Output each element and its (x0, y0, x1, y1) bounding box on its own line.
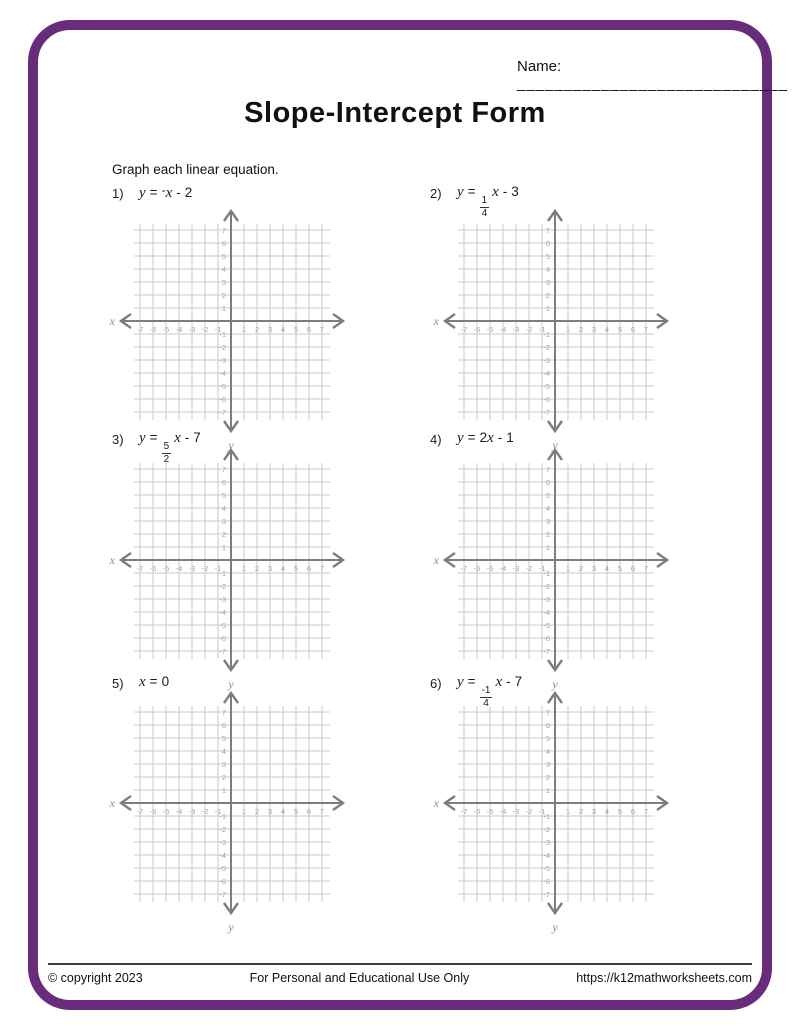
page-title: Slope-Intercept Form (244, 97, 546, 129)
x-tick-label: 6 (306, 807, 312, 816)
equation-symbol: - (176, 185, 181, 200)
x-tick-label: -4 (499, 807, 507, 816)
coordinate-grid[interactable] (100, 672, 364, 936)
y-tick-label: 6 (545, 239, 550, 248)
x-tick-label: -7 (460, 807, 468, 816)
x-tick-label: -7 (136, 325, 144, 334)
equation-symbol: - (506, 674, 511, 689)
y-tick-label: 7 (545, 465, 550, 474)
x-tick-label: -6 (149, 807, 157, 816)
y-tick-label: -4 (219, 369, 226, 378)
y-tick-label: -2 (219, 582, 226, 591)
y-tick-label: -5 (219, 621, 226, 630)
x-tick-label: 7 (319, 325, 325, 334)
x-tick-label: 6 (630, 807, 636, 816)
y-tick-label: 7 (221, 465, 226, 474)
fraction-denominator: 4 (481, 208, 488, 219)
y-tick-label: 6 (545, 478, 550, 487)
y-tick-label: 2 (545, 773, 550, 782)
coordinate-grid[interactable] (424, 190, 688, 454)
problem-number-6: 6) (430, 676, 442, 691)
y-tick-label: 7 (221, 708, 226, 717)
equation-symbol: 7 (514, 674, 523, 689)
y-tick-label: -6 (543, 877, 550, 886)
y-tick-label: -6 (219, 634, 226, 643)
x-axis-letter: x (109, 314, 115, 328)
y-tick-label: 4 (221, 265, 226, 274)
y-tick-label: 5 (545, 734, 550, 743)
equation-symbol: - (497, 430, 503, 445)
y-tick-label: 2 (545, 530, 550, 539)
equation-variable: x (165, 185, 173, 201)
x-tick-label: 7 (643, 564, 649, 573)
x-tick-label: -4 (175, 807, 183, 816)
y-tick-label: 5 (221, 491, 226, 500)
coordinate-grid[interactable] (424, 429, 688, 693)
x-tick-label: -1 (214, 325, 222, 334)
x-tick-label: -2 (201, 564, 209, 573)
y-axis-letter: y (552, 677, 558, 691)
y-tick-label: -7 (219, 647, 226, 656)
y-tick-label: -3 (543, 356, 550, 365)
fraction-numerator: 1 (481, 195, 488, 206)
x-tick-label: 4 (604, 325, 610, 334)
x-tick-label: 6 (630, 325, 636, 334)
y-tick-label: 6 (545, 721, 550, 730)
usage-text: For Personal and Educational Use Only (249, 971, 470, 985)
x-tick-label: -4 (499, 564, 507, 573)
y-tick-label: -6 (219, 395, 226, 404)
y-tick-label: -2 (543, 582, 550, 591)
x-tick-label: -1 (538, 807, 546, 816)
equation-symbol: - (161, 183, 166, 197)
equation-symbol: - (184, 430, 190, 445)
y-tick-label: -2 (219, 343, 226, 352)
x-tick-label: -2 (525, 564, 533, 573)
equation-symbol: 2 (184, 185, 193, 200)
x-tick-label: -1 (214, 807, 222, 816)
x-tick-label: 5 (617, 325, 623, 334)
equation-variable: y (139, 430, 146, 446)
x-tick-label: 1 (241, 325, 247, 334)
equation-variable: y (457, 184, 464, 200)
x-tick-label: -6 (473, 807, 481, 816)
y-tick-label: 7 (545, 226, 550, 235)
y-tick-label: 7 (545, 708, 550, 717)
y-tick-label: 5 (221, 734, 226, 743)
x-tick-label: -6 (149, 325, 157, 334)
y-tick-label: -7 (543, 890, 550, 899)
x-tick-label: 2 (254, 564, 260, 573)
x-tick-label: 2 (578, 564, 584, 573)
fraction-numerator: 5 (163, 441, 170, 452)
x-tick-label: -6 (473, 325, 481, 334)
x-tick-label: -4 (175, 325, 183, 334)
x-tick-label: 4 (604, 807, 610, 816)
x-tick-label: 4 (280, 564, 286, 573)
x-axis-letter: x (433, 796, 439, 810)
equation-variable: x (492, 184, 499, 200)
problem-number-3: 3) (112, 432, 124, 447)
x-tick-label: -2 (525, 807, 533, 816)
equation-variable: y (457, 674, 464, 690)
x-tick-label: 2 (254, 807, 260, 816)
y-tick-label: -4 (543, 608, 550, 617)
x-tick-label: -3 (512, 564, 520, 573)
y-tick-label: 3 (545, 278, 550, 287)
y-tick-label: 3 (221, 278, 226, 287)
x-tick-label: 7 (643, 325, 649, 334)
equation-variable: x (495, 674, 503, 690)
y-tick-label: -7 (219, 408, 226, 417)
x-axis-letter: x (433, 314, 439, 328)
y-tick-label: 1 (545, 304, 550, 313)
y-tick-label: 3 (221, 517, 226, 526)
x-tick-label: 5 (293, 807, 299, 816)
y-tick-label: 4 (545, 265, 550, 274)
footer (48, 971, 752, 985)
coordinate-grid[interactable] (424, 672, 688, 936)
y-tick-label: -4 (219, 851, 226, 860)
x-tick-label: -5 (162, 325, 170, 334)
y-tick-label: 4 (545, 747, 550, 756)
y-tick-label: -6 (219, 877, 226, 886)
copyright-text: © copyright 2023 (48, 971, 143, 985)
x-tick-label: -5 (162, 807, 170, 816)
y-tick-label: -7 (219, 890, 226, 899)
x-tick-label: -2 (201, 325, 209, 334)
equation-symbol: 2 (479, 430, 488, 445)
equation-symbol: = (149, 185, 158, 200)
equation-variable: y (457, 430, 464, 446)
y-tick-label: -5 (219, 382, 226, 391)
equation-variable: x (139, 674, 146, 690)
x-tick-label: 2 (578, 325, 584, 334)
problem-number-4: 4) (430, 432, 442, 447)
x-tick-label: 7 (319, 807, 325, 816)
y-tick-label: 2 (545, 291, 550, 300)
name-label: Name: (517, 58, 562, 75)
x-tick-label: -3 (188, 564, 196, 573)
y-tick-label: 2 (221, 291, 226, 300)
equation-symbol: 0 (161, 674, 170, 689)
x-tick-label: 5 (293, 564, 299, 573)
x-tick-label: -3 (512, 325, 520, 334)
x-tick-label: -7 (136, 807, 144, 816)
y-tick-label: 1 (221, 786, 226, 795)
problem-number-2: 2) (430, 186, 442, 201)
y-tick-label: 4 (545, 504, 550, 513)
y-tick-label: 4 (221, 747, 226, 756)
y-tick-label: -1 (543, 330, 550, 339)
equation-symbol: = (149, 674, 158, 689)
y-tick-label: -3 (543, 595, 550, 604)
y-tick-label: 1 (221, 304, 226, 313)
y-tick-label: -4 (543, 369, 550, 378)
x-tick-label: 2 (254, 325, 260, 334)
x-tick-label: -2 (525, 325, 533, 334)
equation-symbol: = (467, 430, 476, 445)
y-axis-letter: y (228, 920, 234, 934)
y-tick-label: -1 (543, 569, 550, 578)
y-tick-label: 1 (545, 786, 550, 795)
x-tick-label: 4 (604, 564, 610, 573)
y-tick-label: 6 (221, 239, 226, 248)
x-tick-label: -4 (175, 564, 183, 573)
y-tick-label: -1 (219, 330, 226, 339)
y-tick-label: -3 (219, 356, 226, 365)
y-tick-label: 1 (545, 543, 550, 552)
x-tick-label: 5 (293, 325, 299, 334)
equation-symbol: - (502, 184, 508, 199)
site-url[interactable]: https://k12mathworksheets.com (576, 971, 752, 985)
y-axis-letter: y (228, 677, 234, 691)
y-tick-label: 6 (221, 721, 226, 730)
y-axis-letter: y (552, 920, 558, 934)
x-tick-label: -5 (486, 564, 494, 573)
fraction-numerator: -1 (481, 685, 491, 696)
y-tick-label: -2 (219, 825, 226, 834)
y-tick-label: -5 (219, 864, 226, 873)
y-tick-label: 5 (545, 252, 550, 261)
y-tick-label: 2 (221, 773, 226, 782)
x-axis-letter: x (109, 796, 115, 810)
y-tick-label: -3 (543, 838, 550, 847)
y-tick-label: 6 (221, 478, 226, 487)
x-tick-label: 1 (241, 807, 247, 816)
y-axis-letter: y (228, 438, 234, 452)
x-tick-label: -7 (460, 564, 468, 573)
y-axis-letter: y (552, 438, 558, 452)
problem-number-5: 5) (112, 676, 124, 691)
x-tick-label: -1 (214, 564, 222, 573)
x-tick-label: 1 (241, 564, 247, 573)
x-tick-label: 3 (591, 807, 597, 816)
y-tick-label: -2 (543, 825, 550, 834)
y-tick-label: -6 (543, 634, 550, 643)
x-tick-label: 2 (578, 807, 584, 816)
x-tick-label: 1 (565, 325, 571, 334)
y-tick-label: -7 (543, 647, 550, 656)
y-tick-label: -2 (543, 343, 550, 352)
y-tick-label: -1 (219, 569, 226, 578)
equation-variable: x (174, 430, 181, 446)
x-tick-label: 7 (319, 564, 325, 573)
y-tick-label: 5 (221, 252, 226, 261)
x-tick-label: -3 (188, 325, 196, 334)
name-row (517, 58, 800, 92)
problem-number-1: 1) (112, 186, 124, 201)
equation-symbol: = (149, 430, 158, 445)
y-tick-label: -4 (219, 608, 226, 617)
equation-symbol: = (467, 184, 476, 199)
equation-symbol: = (467, 674, 476, 689)
footer-divider (48, 963, 752, 965)
x-tick-label: 3 (267, 564, 273, 573)
x-tick-label: 5 (617, 807, 623, 816)
equation-symbol: 1 (506, 430, 514, 445)
y-tick-label: -5 (543, 621, 550, 630)
x-tick-label: -6 (149, 564, 157, 573)
x-tick-label: 3 (267, 807, 273, 816)
x-tick-label: -3 (512, 807, 520, 816)
equation-symbol: 3 (511, 184, 519, 199)
y-tick-label: -1 (543, 812, 550, 821)
y-tick-label: 4 (221, 504, 226, 513)
equation-variable: x (487, 430, 494, 446)
x-tick-label: -4 (499, 325, 507, 334)
y-tick-label: -4 (543, 851, 550, 860)
x-tick-label: 6 (306, 325, 312, 334)
x-tick-label: -1 (538, 325, 546, 334)
x-tick-label: -5 (162, 564, 170, 573)
x-axis-letter: x (109, 553, 115, 567)
coordinate-grid[interactable] (100, 190, 364, 454)
y-tick-label: -5 (543, 864, 550, 873)
name-blank-line[interactable]: _____________________________ (517, 75, 788, 92)
equation-symbol: 7 (193, 430, 201, 445)
x-tick-label: -7 (136, 564, 144, 573)
y-tick-label: 7 (221, 226, 226, 235)
y-tick-label: -7 (543, 408, 550, 417)
y-tick-label: -1 (219, 812, 226, 821)
x-tick-label: -6 (473, 564, 481, 573)
y-tick-label: 3 (545, 517, 550, 526)
x-tick-label: 6 (306, 564, 312, 573)
y-tick-label: -3 (219, 838, 226, 847)
x-tick-label: 4 (280, 325, 286, 334)
y-tick-label: 3 (545, 760, 550, 769)
x-tick-label: 3 (267, 325, 273, 334)
x-tick-label: -3 (188, 807, 196, 816)
fraction-denominator: 2 (163, 454, 170, 465)
x-tick-label: 1 (565, 564, 571, 573)
y-tick-label: 2 (221, 530, 226, 539)
x-tick-label: -1 (538, 564, 546, 573)
y-tick-label: -3 (219, 595, 226, 604)
y-tick-label: -6 (543, 395, 550, 404)
x-tick-label: -2 (201, 807, 209, 816)
x-tick-label: 7 (643, 807, 649, 816)
x-tick-label: 1 (565, 807, 571, 816)
y-tick-label: -5 (543, 382, 550, 391)
y-tick-label: 1 (221, 543, 226, 552)
fraction-denominator: 4 (483, 698, 489, 709)
y-tick-label: 5 (545, 491, 550, 500)
x-tick-label: 3 (591, 564, 597, 573)
y-tick-label: 3 (221, 760, 226, 769)
x-tick-label: 6 (630, 564, 636, 573)
x-tick-label: 4 (280, 807, 286, 816)
x-tick-label: 5 (617, 564, 623, 573)
x-tick-label: -5 (486, 807, 494, 816)
x-tick-label: -7 (460, 325, 468, 334)
instruction-text: Graph each linear equation. (112, 162, 279, 177)
equation-variable: y (139, 185, 146, 201)
coordinate-grid[interactable] (100, 429, 364, 693)
x-tick-label: -5 (486, 325, 494, 334)
x-tick-label: 3 (591, 325, 597, 334)
x-axis-letter: x (433, 553, 439, 567)
